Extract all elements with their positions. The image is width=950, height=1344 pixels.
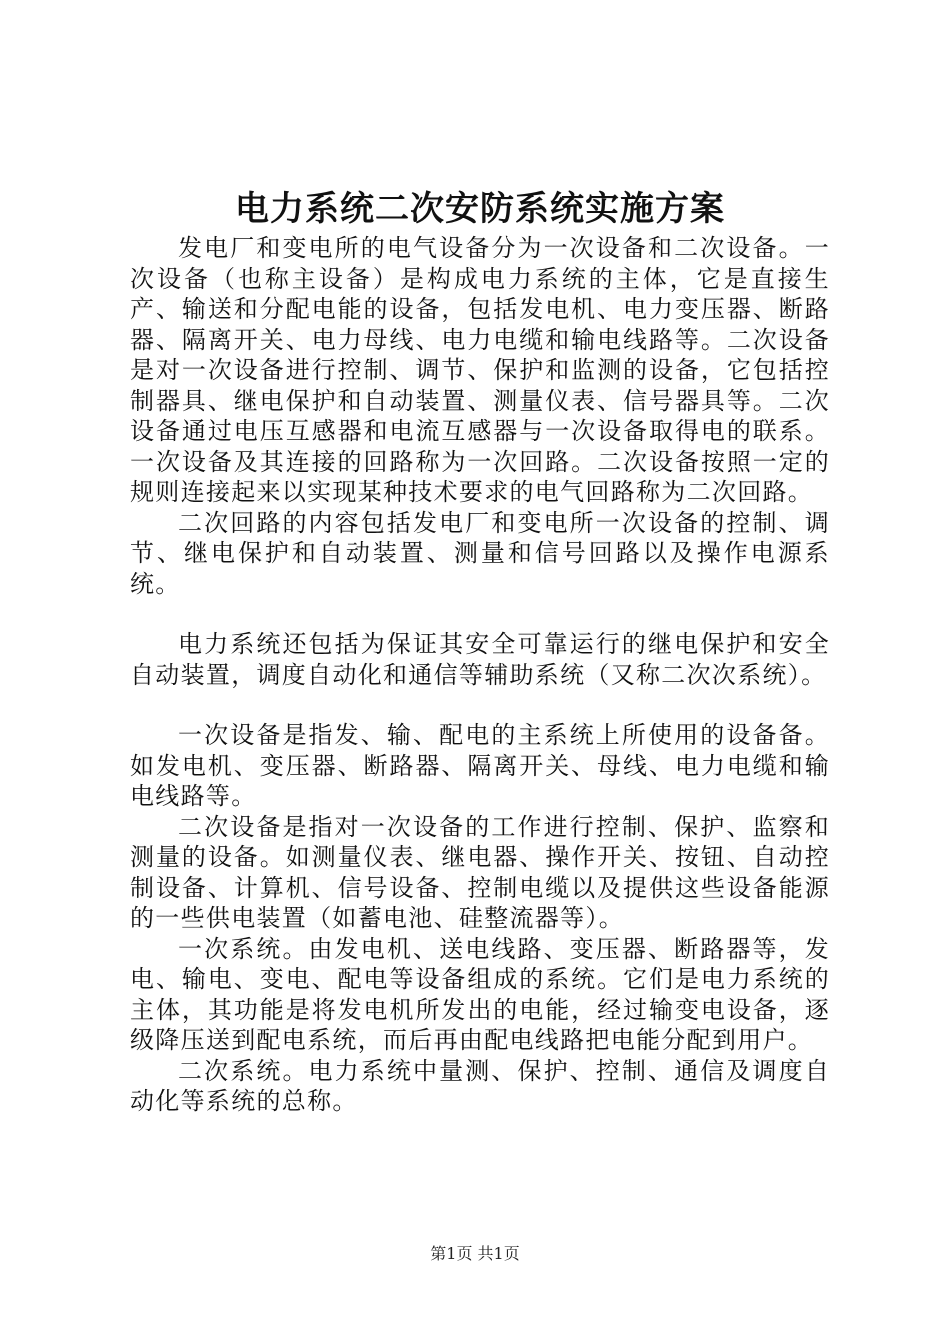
paragraph-primary-system: 一次系统。由发电机、送电线路、变压器、断路器等，发电、输电、变电、配电等设备组成的系统。它们是电力系统的主体，其功能是将发电机所发出的电能，经过输变电设备，逐级降压送到配电系统，而后再由配电线路把电能分配到用户。	[130, 934, 830, 1054]
paragraph-primary-equipment-definition: 一次设备是指发、输、配电的主系统上所使用的设备备。如发电机、变压器、断路器、隔离开关、母线、电力电缆和输电线路等。	[130, 721, 830, 810]
page-footer: 第1页 共1页	[430, 1244, 520, 1263]
document-title: 电力系统二次安防系统实施方案	[235, 189, 725, 229]
document-body	[130, 233, 830, 1117]
paragraph-primary-secondary-equipment: 发电厂和变电所的电气设备分为一次设备和二次设备。一次设备（也称主设备）是构成电力系统的主体，它是直接生产、输送和分配电能的设备，包括发电机、电力变压器、断路器、隔离开关、电力母线、电力电缆和输电线路等。二次设备是对一次设备进行控制、调节、保护和监测的设备，它包括控制器具、继电保护和自动装置、测量仪表、信号器具等。二次设备通过电压互感器和电流互感器与一次设备取得电的联系。一次设备及其连接的回路称为一次回路。二次设备按照一定的规则连接起来以实现某种技术要求的电气回路称为二次回路。	[130, 234, 830, 506]
paragraph-secondary-system: 二次系统。电力系统中量测、保护、控制、通信及调度自动化等系统的总称。	[130, 1056, 830, 1115]
paragraph-secondary-circuit-content: 二次回路的内容包括发电厂和变电所一次设备的控制、调节、继电保护和自动装置、测量和信号回路以及操作电源系统。	[130, 508, 830, 598]
paragraph-auxiliary-systems: 电力系统还包括为保证其安全可靠运行的继电保护和安全自动装置，调度自动化和通信等辅助系统（又称二次次系统）。	[130, 630, 830, 689]
paragraph-secondary-equipment-definition: 二次设备是指对一次设备的工作进行控制、保护、监察和测量的设备。如测量仪表、继电器、操作开关、按钮、自动控制设备、计算机、信号设备、控制电缆以及提供这些设备能源的一些供电装置（如蓄电池、硅整流器等）。	[130, 812, 830, 932]
